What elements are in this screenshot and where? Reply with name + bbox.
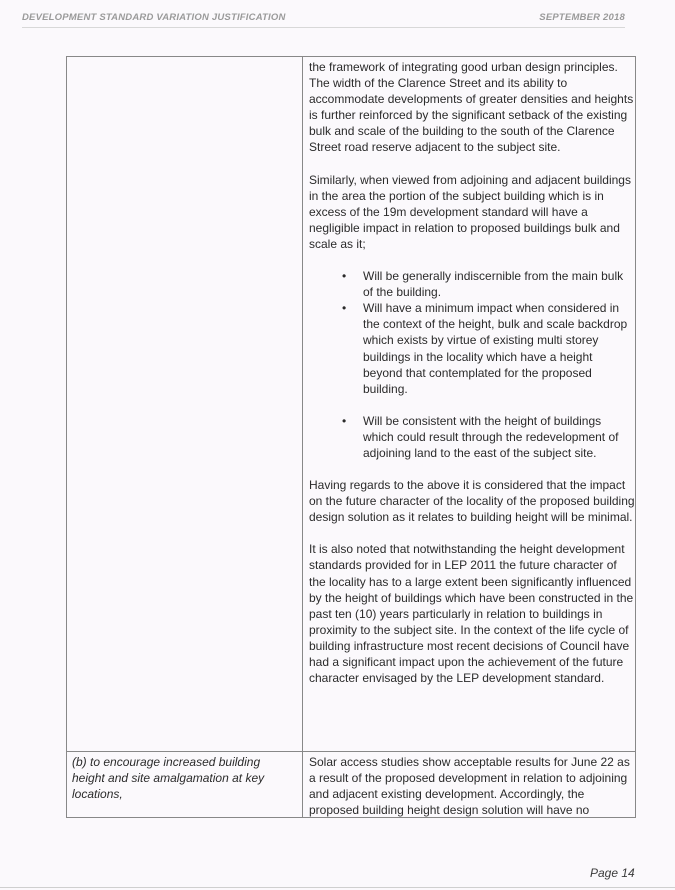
bullet-icon: • <box>342 301 347 316</box>
bullet-icon: • <box>342 269 347 284</box>
row1-response-cell <box>309 59 635 702</box>
bullet-icon: • <box>342 413 347 428</box>
column-divider <box>302 57 303 817</box>
document-date: SEPTEMBER 2018 <box>539 12 625 23</box>
row2-objective-cell: (b) to encourage increased building height and site amalgamation at key locations, <box>72 755 265 802</box>
bullet-text: Will be consistent with the height of buildings which could result through the redevelopment of adjoining land to the east of the subject site. <box>363 413 619 460</box>
footer-divider <box>0 887 675 888</box>
row1-paragraph-3: Having regards to the above it is considered that the impact on the future character of the locality of the proposed building design solution as it relates to building height will be minimal. <box>309 478 635 525</box>
row1-paragraph-2: Similarly, when viewed from adjoining and adjacent buildings in the area the portion of the subject building which is in excess of the 19m development standard will have a negligible impact in relation to proposed buildings bulk and scale as it; <box>309 172 631 251</box>
row-divider <box>67 751 635 752</box>
variation-table <box>66 56 636 818</box>
row1-paragraph-1: the framework of integrating good urban design principles. The width of the Clarence Street and its ability to accommodate developments of greater densities and heights is further reinforced by the significant setback of the existing bulk and scale of the building to the south of the Clarence Street road reserve adjacent to the subject site. <box>309 60 634 155</box>
page-number: Page 14 <box>590 866 635 880</box>
row2-response-cell: Solar access studies show acceptable results for June 22 as a result of the proposed development in relation to adjoining and adjacent existing development. Accordingly, the proposed building height design solution will have no <box>309 755 630 818</box>
header-divider <box>22 27 625 28</box>
row1-paragraph-4: It is also noted that notwithstanding the height development standards provided for in LEP 2011 the future character of the locality has to a large extent been significantly influenced by the height of buildings which have been constructed in the past ten (10) years particularly in relation to buildings in proximity to the subject site. In the context of the life cycle of building infrastructure most recent decisions of Council have had a significant impact upon the achievement of the future character envisaged by the LEP development standard. <box>309 542 634 686</box>
bullet-item <box>309 300 635 397</box>
document-title: DEVELOPMENT STANDARD VARIATION JUSTIFICATION <box>22 12 286 23</box>
bullet-text: Will have a minimum impact when considered in the context of the height, bulk and scale backdrop which exists by virtue of existing multi storey buildings in the locality which have a height beyond that contemplated for the proposed building. <box>363 301 628 396</box>
bullet-item <box>309 268 635 300</box>
bullet-text: Will be generally indiscernible from the main bulk of the building. <box>363 269 624 300</box>
bullet-item <box>309 413 635 461</box>
impact-bullet-list <box>309 268 635 461</box>
